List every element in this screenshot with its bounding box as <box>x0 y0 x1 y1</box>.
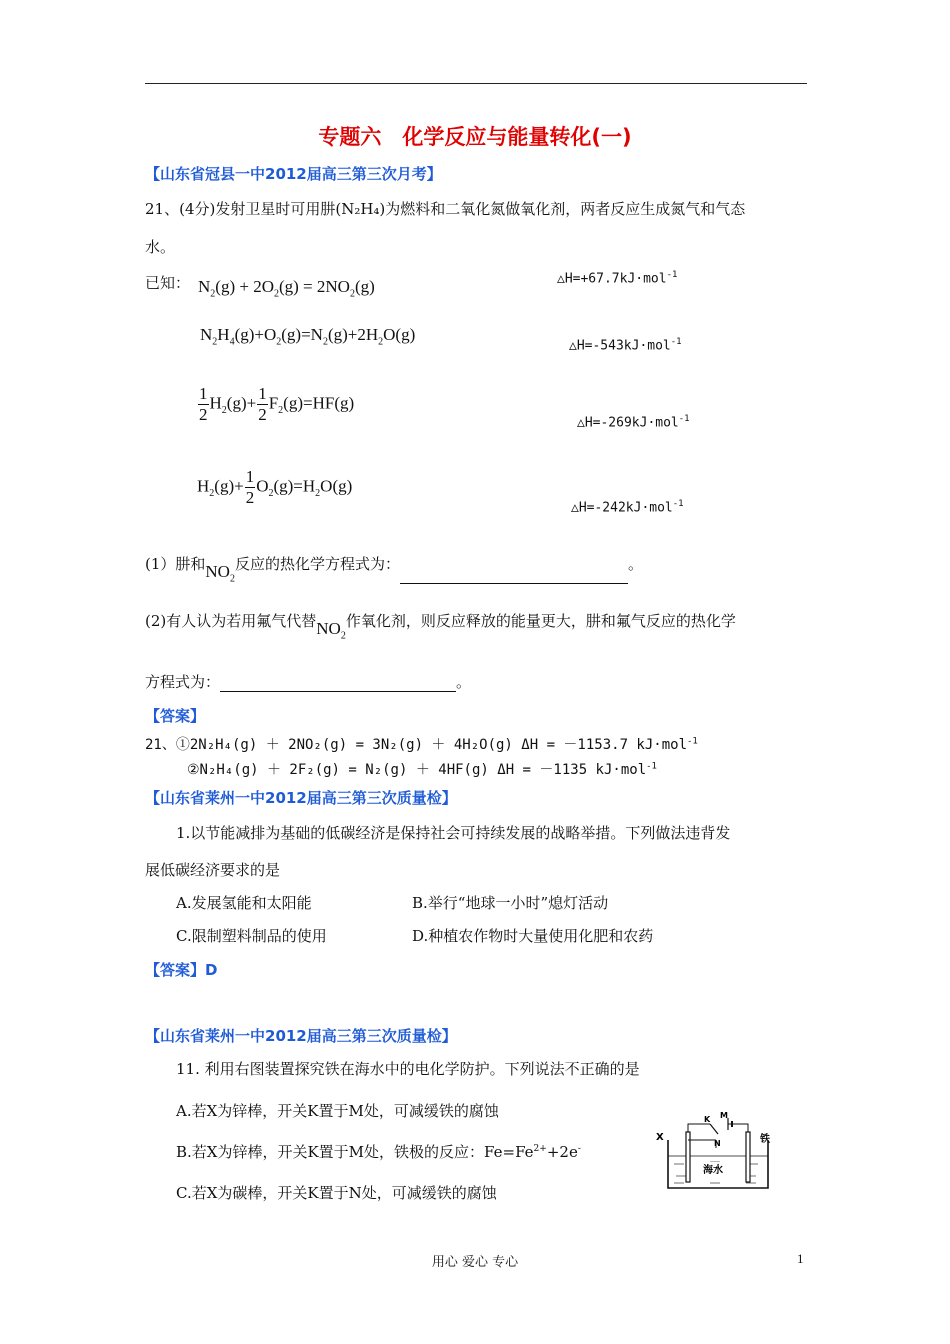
option-b: B.若X为锌棒，开关K置于M处，铁极的反应：$Fe=Fe^{2+}+2e^-$ <box>176 1143 581 1161</box>
option-d: D.种植农作物时大量使用化肥和农药 <box>412 927 654 945</box>
delta-h-4: △H=-242kJ·mol$^{-1}$ <box>571 499 684 516</box>
equation-3: $\frac{1}{2}$ $H_2(g)+$ $\frac{1}{2}$ $F_2(g)=HF(g)$ <box>199 384 355 424</box>
question-21-part2-line2: 方程式为： 。 <box>145 673 472 691</box>
label-m: M <box>720 1112 728 1120</box>
label-k: K <box>704 1115 711 1124</box>
source-label: 【山东省莱州一中2012届高三第三次质量检】 <box>145 1027 457 1045</box>
label-seawater: 海水 <box>703 1165 723 1176</box>
option-b: B.举行“地球一小时”熄灯活动 <box>412 894 609 912</box>
equation-1: $N_2(g) + 2O_2(g) = 2NO_2(g)$ <box>198 277 375 300</box>
source-label: 【山东省莱州一中2012届高三第三次质量检】 <box>145 789 457 807</box>
answer-21-line2: ②N₂H₄(g) ＋ 2F₂(g) = N₂(g) ＋ 4HF(g) ΔH = －1135 kJ·mol$^{-1}$ <box>187 761 657 778</box>
question-21-part1: (1）肼和$NO_2$反应的热化学方程式为： 。 <box>145 555 643 585</box>
header-rule <box>145 83 807 84</box>
label-iron: 铁 <box>760 1134 770 1145</box>
label-x: X <box>656 1132 664 1143</box>
page-number: 1 <box>797 1251 804 1266</box>
question-21-part2: (2)有人认为若用氟气代替$NO_2$作氧化剂，则反应释放的能量更大，肼和氟气反应的热化学 <box>145 612 736 642</box>
delta-h-3: △H=-269kJ·mol$^{-1}$ <box>577 414 690 431</box>
question-21-line1: 21、(4分)发射卫星时可用肼(N₂H₄)为燃料和二氧化氮做氧化剂，两者反应生成氮气和气态 <box>145 200 746 218</box>
switch-k <box>710 1124 718 1134</box>
delta-h-2: △H=-543kJ·mol$^{-1}$ <box>569 337 682 354</box>
wire-left <box>688 1124 710 1132</box>
option-c: C.若X为碳棒，开关K置于N处，可减缓铁的腐蚀 <box>176 1184 497 1202</box>
question-1-line2: 展低碳经济要求的是 <box>145 861 281 879</box>
option-c: C.限制塑料制品的使用 <box>176 927 327 945</box>
answer-label: 【答案】 <box>145 707 206 725</box>
option-a: A.若X为锌棒，开关K置于M处，可减缓铁的腐蚀 <box>176 1102 499 1120</box>
equation-4: $H_2(g)+$ $\frac{1}{2}$ $O_2(g)=H_2O(g)$ <box>197 467 353 507</box>
equation-2: $N_2H_4(g)+O_2(g)=N_2(g)+2H_2O(g)$ <box>200 325 416 348</box>
page-footer: 用心 爱心 专心 <box>431 1255 519 1270</box>
answer-1: 【答案】D <box>145 961 218 979</box>
answer-21-line1: 21、①2N₂H₄(g) ＋ 2NO₂(g) = 3N₂(g) ＋ 4H₂O(g) ΔH = －1153.7 kJ·mol$^{-1}$ <box>145 736 698 753</box>
option-a: A.发展氢能和太阳能 <box>176 894 312 912</box>
iron-electrode <box>746 1132 750 1182</box>
source-label: 【山东省冠县一中2012届高三第三次月考】 <box>145 165 442 183</box>
page-title: 专题六 化学反应与能量转化(一) <box>318 125 632 149</box>
electrochemistry-apparatus-diagram <box>648 1112 780 1194</box>
question-21-line2: 水。 <box>145 238 176 256</box>
known-label: 已知： <box>145 274 191 292</box>
label-n: N <box>714 1139 721 1148</box>
delta-h-1: △H=+67.7kJ·mol$^{-1}$ <box>557 270 678 287</box>
question-11-line1: 11. 利用右图装置探究铁在海水中的电化学防护。下列说法不正确的是 <box>176 1060 640 1078</box>
question-1-line1: 1.以节能减排为基础的低碳经济是保持社会可持续发展的战略举措。下列做法违背发 <box>176 824 731 842</box>
